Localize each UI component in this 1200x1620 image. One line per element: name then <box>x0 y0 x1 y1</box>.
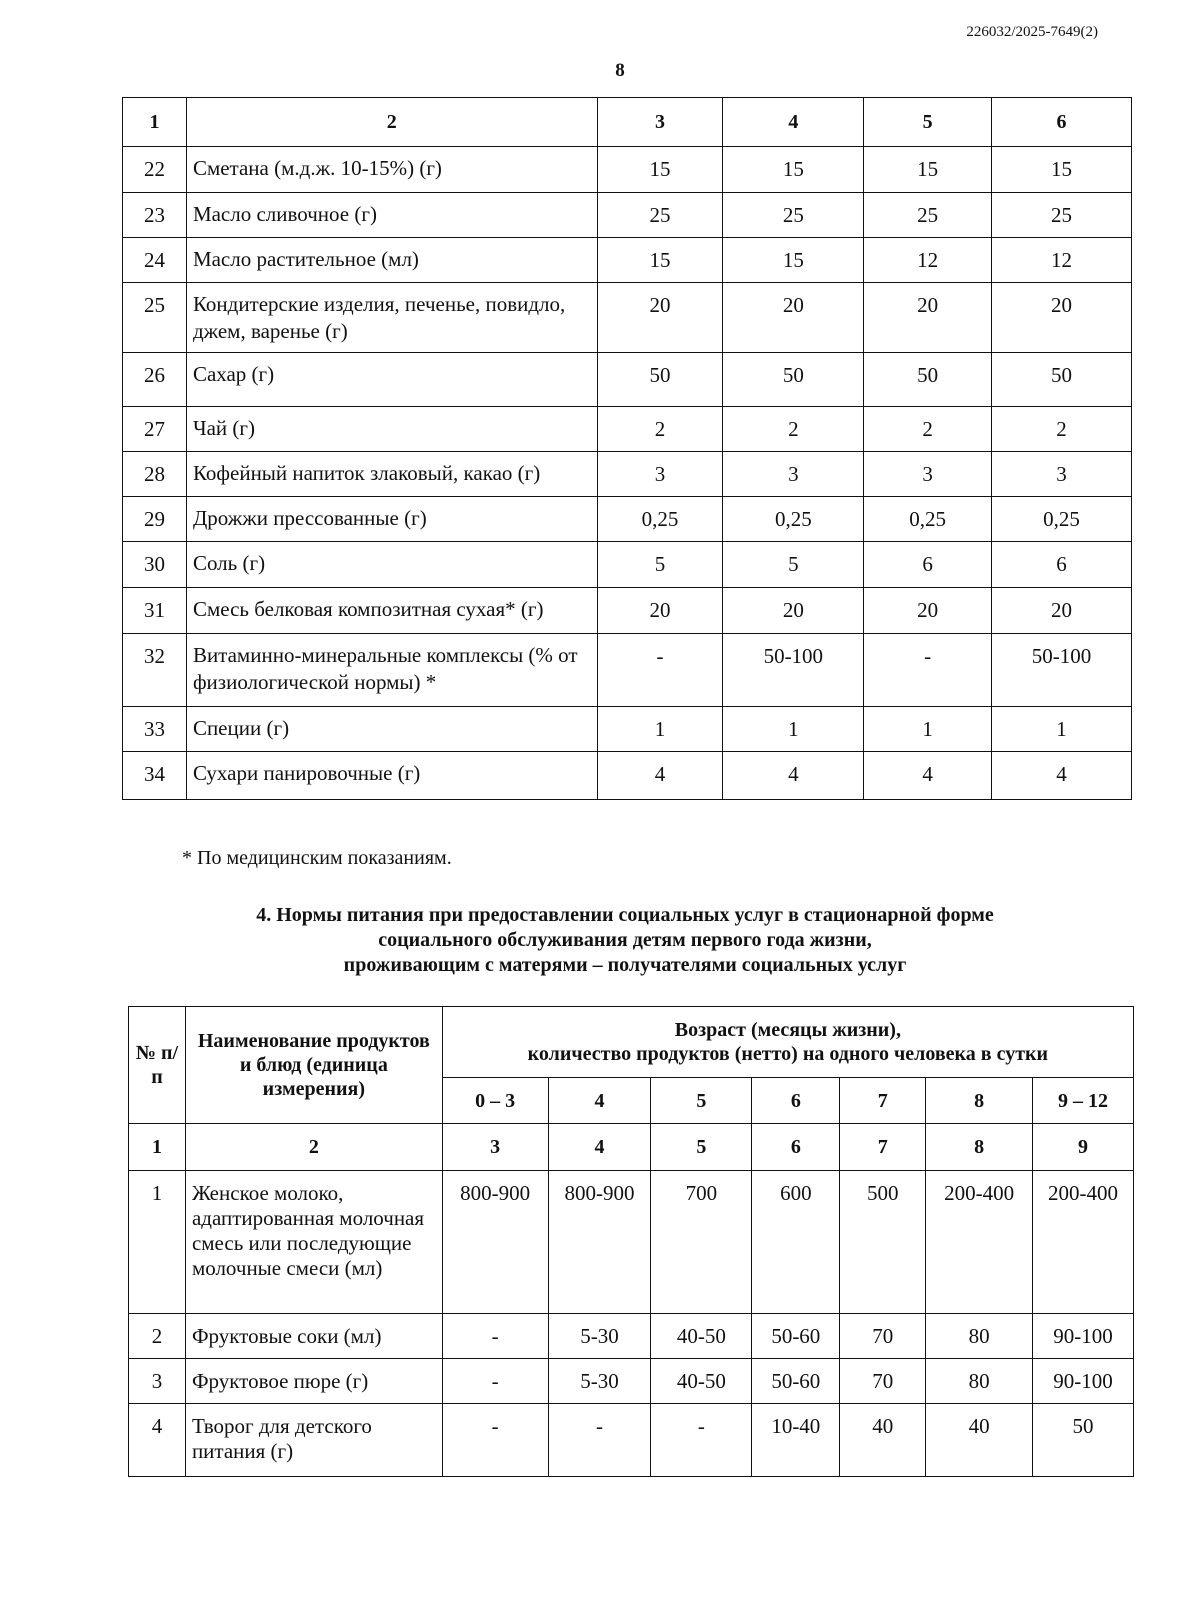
quantity-cell: 4 <box>723 752 864 800</box>
product-name: Фруктовое пюре (г) <box>185 1359 442 1404</box>
document-number: 226032/2025-7649(2) <box>966 24 1098 40</box>
quantity-cell: 50 <box>992 353 1132 407</box>
quantity-cell: 5 <box>723 542 864 588</box>
age-column-header: 7 <box>840 1078 926 1124</box>
product-name: Кофейный напиток злаковый, какао (г) <box>186 452 597 497</box>
table-row <box>129 1314 1134 1359</box>
quantity-cell: 50 <box>723 353 864 407</box>
quantity-cell: 5 <box>597 542 723 588</box>
row-number: 1 <box>129 1171 186 1314</box>
quantity-cell: 4 <box>597 752 723 800</box>
table1-col-header: 5 <box>864 98 992 147</box>
column-number-header: 8 <box>926 1124 1033 1171</box>
quantity-cell: 50-100 <box>723 634 864 707</box>
nutrition-norms-table-continued <box>122 97 1132 800</box>
table1-col-header: 4 <box>723 98 864 147</box>
quantity-cell: 25 <box>597 193 723 238</box>
product-name: Смесь белковая композитная сухая* (г) <box>186 588 597 634</box>
section-title-line: социального обслуживания детям первого года жизни, <box>378 929 872 951</box>
table-row <box>129 1359 1134 1404</box>
product-name: Женское молоко, адаптированная молочная смесь или последующие молочные смеси (мл) <box>185 1171 442 1314</box>
row-number: 24 <box>123 238 187 283</box>
quantity-cell: 0,25 <box>864 497 992 542</box>
quantity-cell: 200-400 <box>1033 1171 1134 1314</box>
product-name: Сухари панировочные (г) <box>186 752 597 800</box>
quantity-cell: 15 <box>597 238 723 283</box>
table-row <box>123 407 1132 452</box>
table1-header-row <box>123 98 1132 147</box>
column-number-header: 4 <box>548 1124 651 1171</box>
row-number: 4 <box>129 1404 186 1477</box>
header-age-group <box>442 1007 1133 1078</box>
header-row-number: № п/п <box>129 1007 186 1124</box>
quantity-cell: 70 <box>840 1359 926 1404</box>
table-row <box>129 1171 1134 1314</box>
section-title-line: проживающим с матерями – получателями социальных услуг <box>343 954 907 976</box>
quantity-cell: 25 <box>992 193 1132 238</box>
quantity-cell: 20 <box>723 283 864 353</box>
age-column-header: 4 <box>548 1078 651 1124</box>
table1-col-header: 1 <box>123 98 187 147</box>
quantity-cell: 40 <box>840 1404 926 1477</box>
quantity-cell: 3 <box>723 452 864 497</box>
product-name: Творог для детского питания (г) <box>185 1404 442 1477</box>
quantity-cell: 4 <box>992 752 1132 800</box>
quantity-cell: 50-100 <box>992 634 1132 707</box>
quantity-cell: 0,25 <box>992 497 1132 542</box>
quantity-cell: 12 <box>992 238 1132 283</box>
quantity-cell: 2 <box>597 407 723 452</box>
quantity-cell: 50-60 <box>752 1314 840 1359</box>
row-number: 23 <box>123 193 187 238</box>
quantity-cell: 15 <box>597 147 723 193</box>
quantity-cell: - <box>442 1404 548 1477</box>
table-row <box>123 238 1132 283</box>
row-number: 29 <box>123 497 187 542</box>
table-row <box>123 452 1132 497</box>
quantity-cell: 20 <box>723 588 864 634</box>
product-name: Витаминно-минеральные комплексы (% от физиологической нормы) * <box>186 634 597 707</box>
quantity-cell: 5-30 <box>548 1314 651 1359</box>
quantity-cell: 5-30 <box>548 1359 651 1404</box>
column-number-header: 1 <box>129 1124 186 1171</box>
column-number-header: 9 <box>1033 1124 1134 1171</box>
table-row <box>123 193 1132 238</box>
row-number: 25 <box>123 283 187 353</box>
quantity-cell: 200-400 <box>926 1171 1033 1314</box>
product-name: Специи (г) <box>186 707 597 752</box>
header-product-name: Наименование продуктов и блюд (единица измерения) <box>185 1007 442 1124</box>
row-number: 2 <box>129 1314 186 1359</box>
age-column-header: 0 – 3 <box>442 1078 548 1124</box>
quantity-cell: 2 <box>864 407 992 452</box>
quantity-cell: - <box>864 634 992 707</box>
quantity-cell: 2 <box>723 407 864 452</box>
column-number-header: 2 <box>185 1124 442 1171</box>
quantity-cell: 700 <box>651 1171 752 1314</box>
quantity-cell: 15 <box>992 147 1132 193</box>
quantity-cell: 25 <box>723 193 864 238</box>
quantity-cell: 40 <box>926 1404 1033 1477</box>
quantity-cell: 1 <box>864 707 992 752</box>
table-row <box>123 752 1132 800</box>
quantity-cell: 1 <box>597 707 723 752</box>
quantity-cell: 20 <box>864 283 992 353</box>
header-age-group-line: Возраст (месяцы жизни), <box>674 1019 901 1041</box>
quantity-cell: 20 <box>992 588 1132 634</box>
section-title <box>120 903 1130 978</box>
quantity-cell: 90-100 <box>1033 1314 1134 1359</box>
table-row <box>123 542 1132 588</box>
quantity-cell: 80 <box>926 1314 1033 1359</box>
product-name: Сметана (м.д.ж. 10-15%) (г) <box>186 147 597 193</box>
product-name: Соль (г) <box>186 542 597 588</box>
quantity-cell: 0,25 <box>723 497 864 542</box>
table1-col-header: 2 <box>186 98 597 147</box>
row-number: 28 <box>123 452 187 497</box>
quantity-cell: 3 <box>864 452 992 497</box>
quantity-cell: 40-50 <box>651 1314 752 1359</box>
table-row <box>123 588 1132 634</box>
table1-col-header: 6 <box>992 98 1132 147</box>
quantity-cell: 15 <box>723 147 864 193</box>
quantity-cell: 50-60 <box>752 1359 840 1404</box>
table-row <box>123 283 1132 353</box>
age-column-header: 8 <box>926 1078 1033 1124</box>
table-row <box>123 147 1132 193</box>
row-number: 31 <box>123 588 187 634</box>
product-name: Чай (г) <box>186 407 597 452</box>
quantity-cell: 10-40 <box>752 1404 840 1477</box>
header-age-group-line: количество продуктов (нетто) на одного человека в сутки <box>527 1043 1049 1065</box>
product-name: Масло растительное (мл) <box>186 238 597 283</box>
table-row <box>123 497 1132 542</box>
quantity-cell: 15 <box>864 147 992 193</box>
quantity-cell: 500 <box>840 1171 926 1314</box>
table-row <box>123 707 1132 752</box>
age-column-header: 5 <box>651 1078 752 1124</box>
quantity-cell: 20 <box>992 283 1132 353</box>
row-number: 32 <box>123 634 187 707</box>
quantity-cell: - <box>651 1404 752 1477</box>
age-column-header: 6 <box>752 1078 840 1124</box>
column-number-header: 3 <box>442 1124 548 1171</box>
quantity-cell: 25 <box>864 193 992 238</box>
age-column-header: 9 – 12 <box>1033 1078 1134 1124</box>
row-number: 30 <box>123 542 187 588</box>
quantity-cell: 800-900 <box>442 1171 548 1314</box>
quantity-cell: 6 <box>864 542 992 588</box>
quantity-cell: 4 <box>864 752 992 800</box>
row-number: 34 <box>123 752 187 800</box>
quantity-cell: 2 <box>992 407 1132 452</box>
product-name: Сахар (г) <box>186 353 597 407</box>
product-name: Масло сливочное (г) <box>186 193 597 238</box>
product-name: Кондитерские изделия, печенье, повидло, джем, варенье (г) <box>186 283 597 353</box>
row-number: 26 <box>123 353 187 407</box>
quantity-cell: 600 <box>752 1171 840 1314</box>
quantity-cell: 20 <box>597 588 723 634</box>
row-number: 27 <box>123 407 187 452</box>
row-number: 3 <box>129 1359 186 1404</box>
quantity-cell: 50 <box>1033 1404 1134 1477</box>
product-name: Фруктовые соки (мл) <box>185 1314 442 1359</box>
quantity-cell: - <box>548 1404 651 1477</box>
quantity-cell: 15 <box>723 238 864 283</box>
section-title-line: 4. Нормы питания при предоставлении социальных услуг в стационарной форме <box>256 904 994 926</box>
table-row <box>123 634 1132 707</box>
quantity-cell: 0,25 <box>597 497 723 542</box>
quantity-cell: 40-50 <box>651 1359 752 1404</box>
quantity-cell: - <box>442 1314 548 1359</box>
page-number: 8 <box>615 60 625 81</box>
column-number-header: 6 <box>752 1124 840 1171</box>
quantity-cell: 20 <box>597 283 723 353</box>
table-row <box>123 353 1132 407</box>
quantity-cell: 800-900 <box>548 1171 651 1314</box>
infant-nutrition-norms-table <box>128 1006 1134 1477</box>
quantity-cell: 3 <box>992 452 1132 497</box>
quantity-cell: 12 <box>864 238 992 283</box>
quantity-cell: 20 <box>864 588 992 634</box>
quantity-cell: 70 <box>840 1314 926 1359</box>
quantity-cell: 6 <box>992 542 1132 588</box>
quantity-cell: 90-100 <box>1033 1359 1134 1404</box>
footnote: * По медицинским показаниям. <box>182 847 452 869</box>
quantity-cell: 50 <box>864 353 992 407</box>
quantity-cell: 1 <box>723 707 864 752</box>
table1-col-header: 3 <box>597 98 723 147</box>
row-number: 22 <box>123 147 187 193</box>
column-number-header: 7 <box>840 1124 926 1171</box>
quantity-cell: 3 <box>597 452 723 497</box>
column-number-header: 5 <box>651 1124 752 1171</box>
table-row <box>129 1404 1134 1477</box>
quantity-cell: - <box>442 1359 548 1404</box>
quantity-cell: 1 <box>992 707 1132 752</box>
quantity-cell: 50 <box>597 353 723 407</box>
quantity-cell: 80 <box>926 1359 1033 1404</box>
quantity-cell: - <box>597 634 723 707</box>
product-name: Дрожжи прессованные (г) <box>186 497 597 542</box>
row-number: 33 <box>123 707 187 752</box>
